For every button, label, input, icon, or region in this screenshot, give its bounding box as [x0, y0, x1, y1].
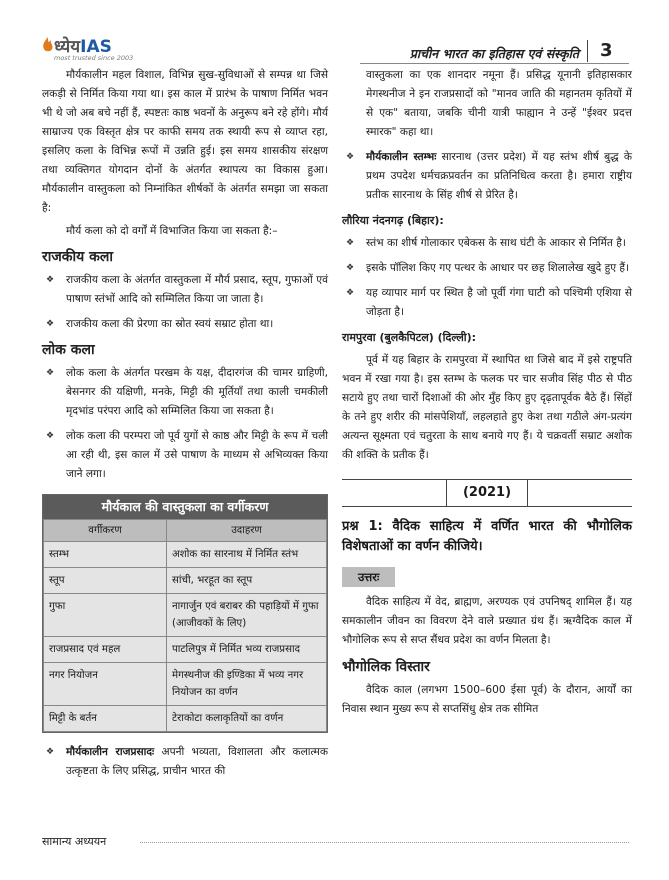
- list-item: [342, 148, 632, 205]
- list-item: [42, 364, 328, 421]
- table-cell: मेगस्थनीज की इण्डिका में भव्य नगर नियोजन का वर्णन: [167, 663, 327, 706]
- logo-tagline: most trusted since 2003: [54, 54, 134, 62]
- bullet-icon: ❖: [46, 368, 55, 378]
- table-row: [44, 568, 327, 594]
- lauriya-list: [342, 234, 632, 322]
- list-item: [42, 271, 328, 309]
- table-cell: स्तूप: [44, 568, 167, 594]
- lauriya-heading: लौरिया नंदनगढ़ (बिहार):: [342, 214, 444, 227]
- table-cell: गुफा: [44, 594, 167, 637]
- year-label: (2021): [446, 480, 528, 506]
- table-cell: टेराकोटा कलाकृतियों का वर्णन: [167, 706, 327, 732]
- list-item-text: लोक कला की परम्परा जो पूर्व युगों से काष्ठ और मिट्टी के रूप में चली आ रही थी, इस काल में उसे पाषाण के माध्यम से अभिव्यक्त किया जाने लगा।: [66, 430, 328, 480]
- table-cell: नगर नियोजन: [44, 663, 167, 706]
- header-divider: [587, 40, 588, 62]
- bullet-icon: ❖: [46, 275, 55, 285]
- bullet-icon: ❖: [346, 152, 355, 162]
- royal-art-list: [42, 271, 328, 334]
- right-column: [342, 66, 632, 719]
- table-header-row: [44, 520, 327, 542]
- table-row: [44, 637, 327, 663]
- list-item: [342, 259, 632, 278]
- table-row: [44, 542, 327, 568]
- geo-paragraph: वैदिक काल (लगभग 1500–600 ईसा पूर्व) के दौरान, आर्यों का निवास स्थान मुख्य रूप से सप्तसिंधु क्षेत्र तक सीमित: [342, 684, 632, 715]
- table-cell: मिट्टी के बर्तन: [44, 706, 167, 732]
- header-rule: [360, 63, 629, 64]
- table-row: [44, 594, 327, 637]
- rampurva-heading: रामपुरवा (बुलकैपिटल) (दिल्ली):: [342, 331, 477, 344]
- folk-art-list: [42, 364, 328, 484]
- pillar-text: सारनाथ (उत्तर प्रदेश) में यह स्तंभ शीर्ष बुद्ध के प्रथम उपदेश धर्मचक्रप्रवर्तन का प्रतिनिधित्व करता है। हमारा राष्ट्रीय प्रतीक सारनाथ के सिंह शीर्ष से प्रेरित है।: [366, 151, 632, 201]
- bullet-icon: ❖: [46, 747, 55, 757]
- list-item-text: लोक कला के अंतर्गत परखम के यक्ष, दीदारगंज की चामर ग्राहिणी, बेसनगर की यक्षिणी, मनके, मिट्टी की मूर्तियाँ तथा काली चमकीली मृदभांड परंपरा आदि को सम्मिलित किया जा सकता है।: [66, 367, 328, 417]
- list-item: [342, 234, 632, 253]
- geo-heading: भौगोलिक विस्तार: [342, 659, 430, 675]
- list-item-text: यह व्यापार मार्ग पर स्थित है जो पूर्वी गंगा घाटी को पश्चिमी एशिया से जोड़ता है।: [366, 287, 632, 318]
- table-row: [44, 706, 327, 732]
- bullet-icon: ❖: [46, 319, 55, 329]
- table-header-cell: उदाहरण: [167, 520, 327, 542]
- bullet-icon: ❖: [346, 263, 355, 273]
- table-cell: स्तम्भ: [44, 542, 167, 568]
- palace-list: [42, 743, 328, 781]
- logo-ias: IAS: [80, 37, 112, 57]
- classification-table: [42, 494, 328, 733]
- list-item: [342, 284, 632, 322]
- table-row: [44, 663, 327, 706]
- running-title: प्राचीन भारत का इतिहास एवं संस्कृति: [409, 46, 579, 61]
- left-column: [42, 66, 328, 787]
- palace-label: मौर्यकालीन राजप्रसादः: [66, 746, 155, 758]
- bullet-icon: ❖: [46, 431, 55, 441]
- page-number: 3: [600, 40, 613, 61]
- footer-rule: [140, 842, 629, 843]
- bullet-icon: ❖: [346, 288, 355, 298]
- answer-label: उत्तरः: [342, 567, 395, 587]
- rampurva-paragraph: पूर्व में यह बिहार के रामपुरवा में स्थापित था जिसे बाद में इसे राष्ट्रपति भवन में रखा गया है। इस स्तम्भ के फलक पर चार सजीव सिंह पीठ से पीठ सटाये हुए तथा चारों दिशाओं की ओर मुँह किए हुए दृढ़तापूर्वक बैठे हैं। सिंहों के तने हुए शरीर की मांसपेशियाँ, लहलहाते हुए केश तथा गठीले अंग-प्रत्यंग अत्यन्त सूक्ष्मता एवं चतुरता के साथ बनाये गए हैं। ये चक्रवर्ती सम्राट अशोक की शक्ति के प्रतीक हैं।: [342, 354, 632, 461]
- list-item-text: राजकीय कला के अंतर्गत वास्तुकला में मौर्य प्रसाद, स्तूप, गुफाओं एवं पाषाण स्तंभों आदि को सम्मिलित किया जा जाता है।: [66, 274, 328, 305]
- royal-art-heading: राजकीय कला: [42, 249, 113, 265]
- classes-line: मौर्य कला को दो वर्गों में विभाजित किया जा सकता है:–: [66, 225, 278, 237]
- answer-paragraph: वैदिक साहित्य में वेद, ब्राह्मण, अरण्यक एवं उपनिषद् शामिल हैं। यह समकालीन जीवन का विवरण देने वाले प्रख्यात ग्रंथ हैं। ऋग्वैदिक काल में भौगोलिक रूप से सप्त सैंधव प्रदेश का वर्णन मिलता है।: [342, 596, 632, 646]
- pillar-label: मौर्यकालीन स्तम्भः: [366, 151, 437, 163]
- logo-name: ध्येय: [54, 37, 81, 57]
- list-item: [42, 743, 328, 781]
- list-item: [42, 427, 328, 484]
- table-cell: नागार्जुन एवं बराबर की पहाड़ियों में गुफा (आजीवकों के लिए): [167, 594, 327, 637]
- table-body: [43, 519, 327, 732]
- list-item-text: इसके पॉलिश किए गए पत्थर के आधार पर छह शिलालेख खुदे हुए हैं।: [366, 262, 630, 274]
- question-text: प्रश्न 1: वैदिक साहित्य में वर्णित भारत की भौगोलिक विशेषताओं का वर्णन कीजिये।: [342, 519, 632, 554]
- folk-art-heading: लोक कला: [42, 342, 95, 358]
- table-title: मौर्यकाल की वास्तुकला का वर्गीकरण: [43, 495, 327, 519]
- palace-continuation: वास्तुकला का एक शानदार नमूना हैं। प्रसिद्ध यूनानी इतिहासकार मेगस्थनीज ने इन राजप्रसादों को "मानव जाति की महानतम कृतियों में से एक" बताया, जबकि चीनी यात्री फाह्यान ने उन्हें "ईश्वर प्रदत्त स्मारक" कहा था।: [366, 69, 632, 138]
- intro-paragraph: मौर्यकालीन महल विशाल, विभिन्न सुख-सुविधाओं से सम्पन्न था जिसे लकड़ी से निर्मित किया गया था। इस काल में प्रारंभ के पाषाण निर्मित भवन भी थे जो अब बचे नहीं हैं, स्पष्टतः काष्ठ भवनों के अनुरूप बने रहे होंगे। मौर्य साम्राज्य एक विस्तृत क्षेत्र पर काफी समय तक स्थायी रूप से व्याप्त रहा, इसलिए कला के विभिन्न रूपों में उन्नति हुई। इस समय शासकीय संरक्षण तथा व्यक्तिगत योगदान दोनों के अंतर्गत स्थापत्य का विकास हुआ। मौर्यकालीन वास्तुकला को निम्नांकित शीर्षकों के अंतर्गत समझा जा सकता है:: [42, 69, 328, 214]
- list-item-text: स्तंभ का शीर्ष गोलाकार एबेकस के साथ घंटी के आकार से निर्मित है।: [366, 237, 626, 249]
- palace-text: अपनी भव्यता, विशालता और कलात्मक उत्कृष्टता के लिए प्रसिद्ध, प्राचीन भारत की: [66, 746, 328, 777]
- footer-label: सामान्य अध्ययन: [42, 835, 107, 848]
- table-cell: अशोक का सारनाथ में निर्मित स्तंभ: [167, 542, 327, 568]
- list-item-text: राजकीय कला की प्रेरणा का स्रोत स्वयं सम्राट होता था।: [66, 318, 274, 330]
- list-item: [42, 315, 328, 334]
- table-header-cell: वर्गीकरण: [44, 520, 167, 542]
- year-banner: [342, 479, 632, 507]
- pillar-list: [342, 148, 632, 205]
- table-cell: सांची, भरहूत का स्तूप: [167, 568, 327, 594]
- table-cell: पाटलिपुत्र में निर्मित भव्य राजप्रसाद: [167, 637, 327, 663]
- bullet-icon: ❖: [346, 238, 355, 248]
- table-cell: राजप्रसाद एवं महल: [44, 637, 167, 663]
